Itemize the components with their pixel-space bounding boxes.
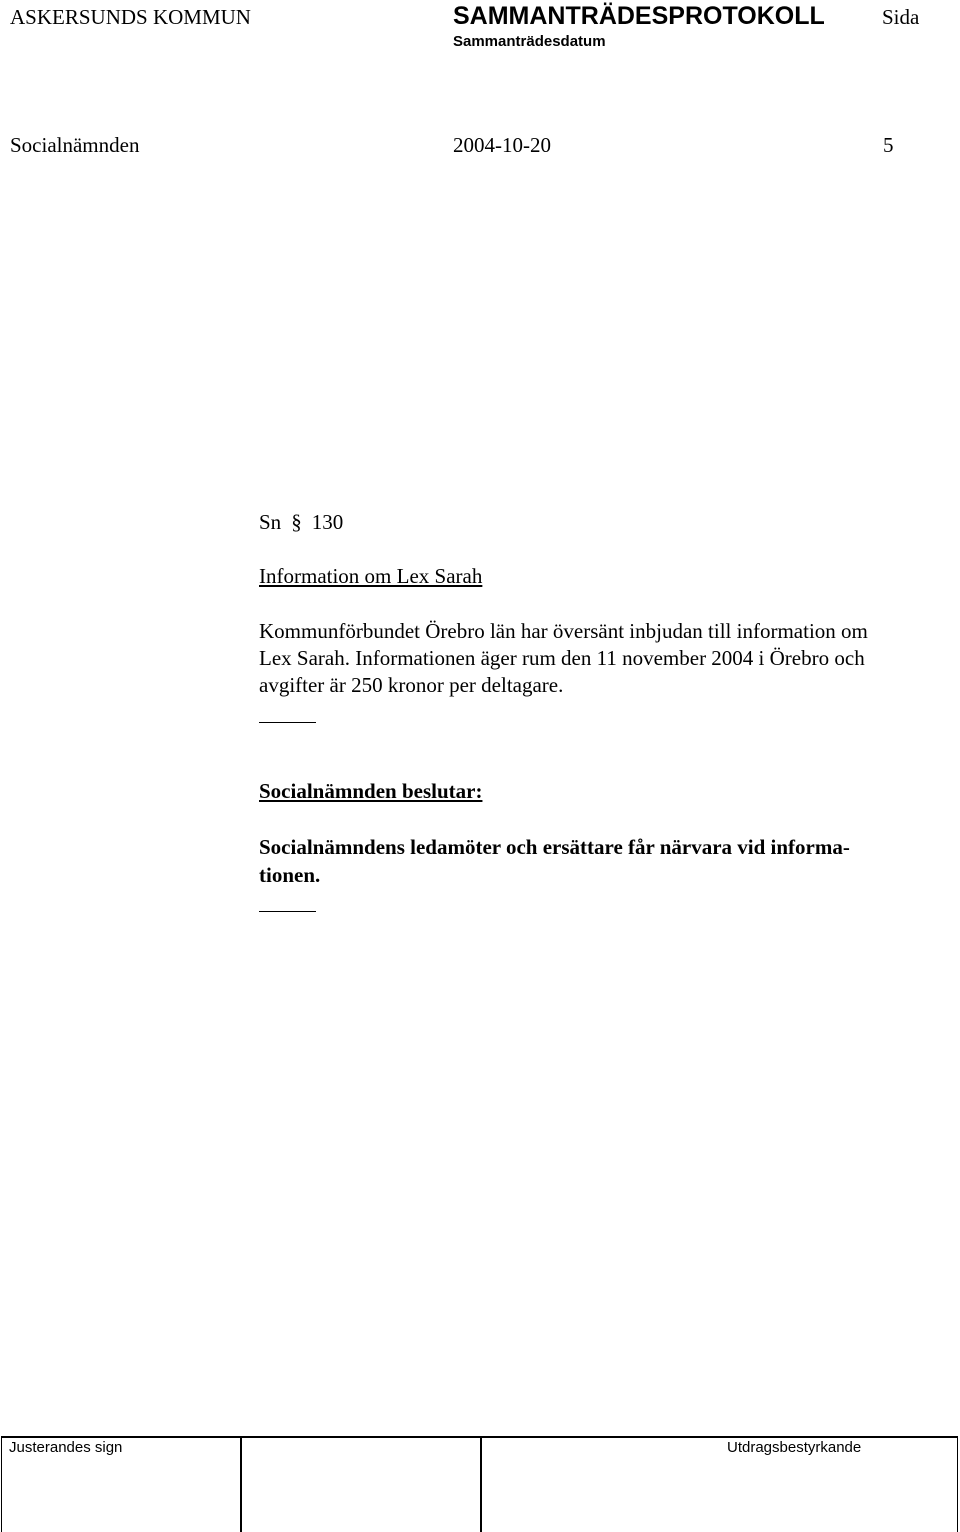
sign-cell <box>242 1438 482 1532</box>
decision-text <box>259 833 949 889</box>
sign-cell <box>2 1438 242 1532</box>
sign-label: Justerandes sign <box>9 1439 123 1456</box>
section-prefix: Sn <box>259 510 282 534</box>
section-value: 130 <box>311 510 344 534</box>
meeting-date: 2004-10-20 <box>453 133 551 157</box>
separator-line <box>259 722 316 723</box>
date-label: Sammanträdesdatum <box>453 33 606 50</box>
page-number: 5 <box>883 133 894 157</box>
signature-footer <box>1 1436 958 1532</box>
separator-line <box>259 911 316 912</box>
certification-cell <box>722 1438 957 1532</box>
decision-line: Socialnämndens ledamöter och ersättare får närvara vid informa- <box>259 835 850 859</box>
body-line: Lex Sarah. Informationen äger rum den 11 november 2004 i Örebro och <box>259 646 865 670</box>
decision-line: tionen. <box>259 863 321 887</box>
body-line: avgifter är 250 kronor per deltagare. <box>259 673 564 697</box>
organization-name: ASKERSUNDS KOMMUN <box>10 5 251 29</box>
paragraph-symbol: § <box>291 510 302 534</box>
document-type: SAMMANTRÄDESPROTOKOLL <box>453 2 825 30</box>
committee-name: Socialnämnden <box>10 133 140 157</box>
body-line: Kommunförbundet Örebro län har översänt inbjudan till information om <box>259 619 868 643</box>
certification-label: Utdragsbestyrkande <box>727 1439 862 1456</box>
decision-heading: Socialnämnden beslutar: <box>259 779 483 803</box>
item-heading: Information om Lex Sarah <box>259 564 483 588</box>
page-label: Sida <box>882 5 920 29</box>
sign-cell <box>482 1438 722 1532</box>
item-body <box>259 618 949 699</box>
section-number <box>259 510 343 535</box>
